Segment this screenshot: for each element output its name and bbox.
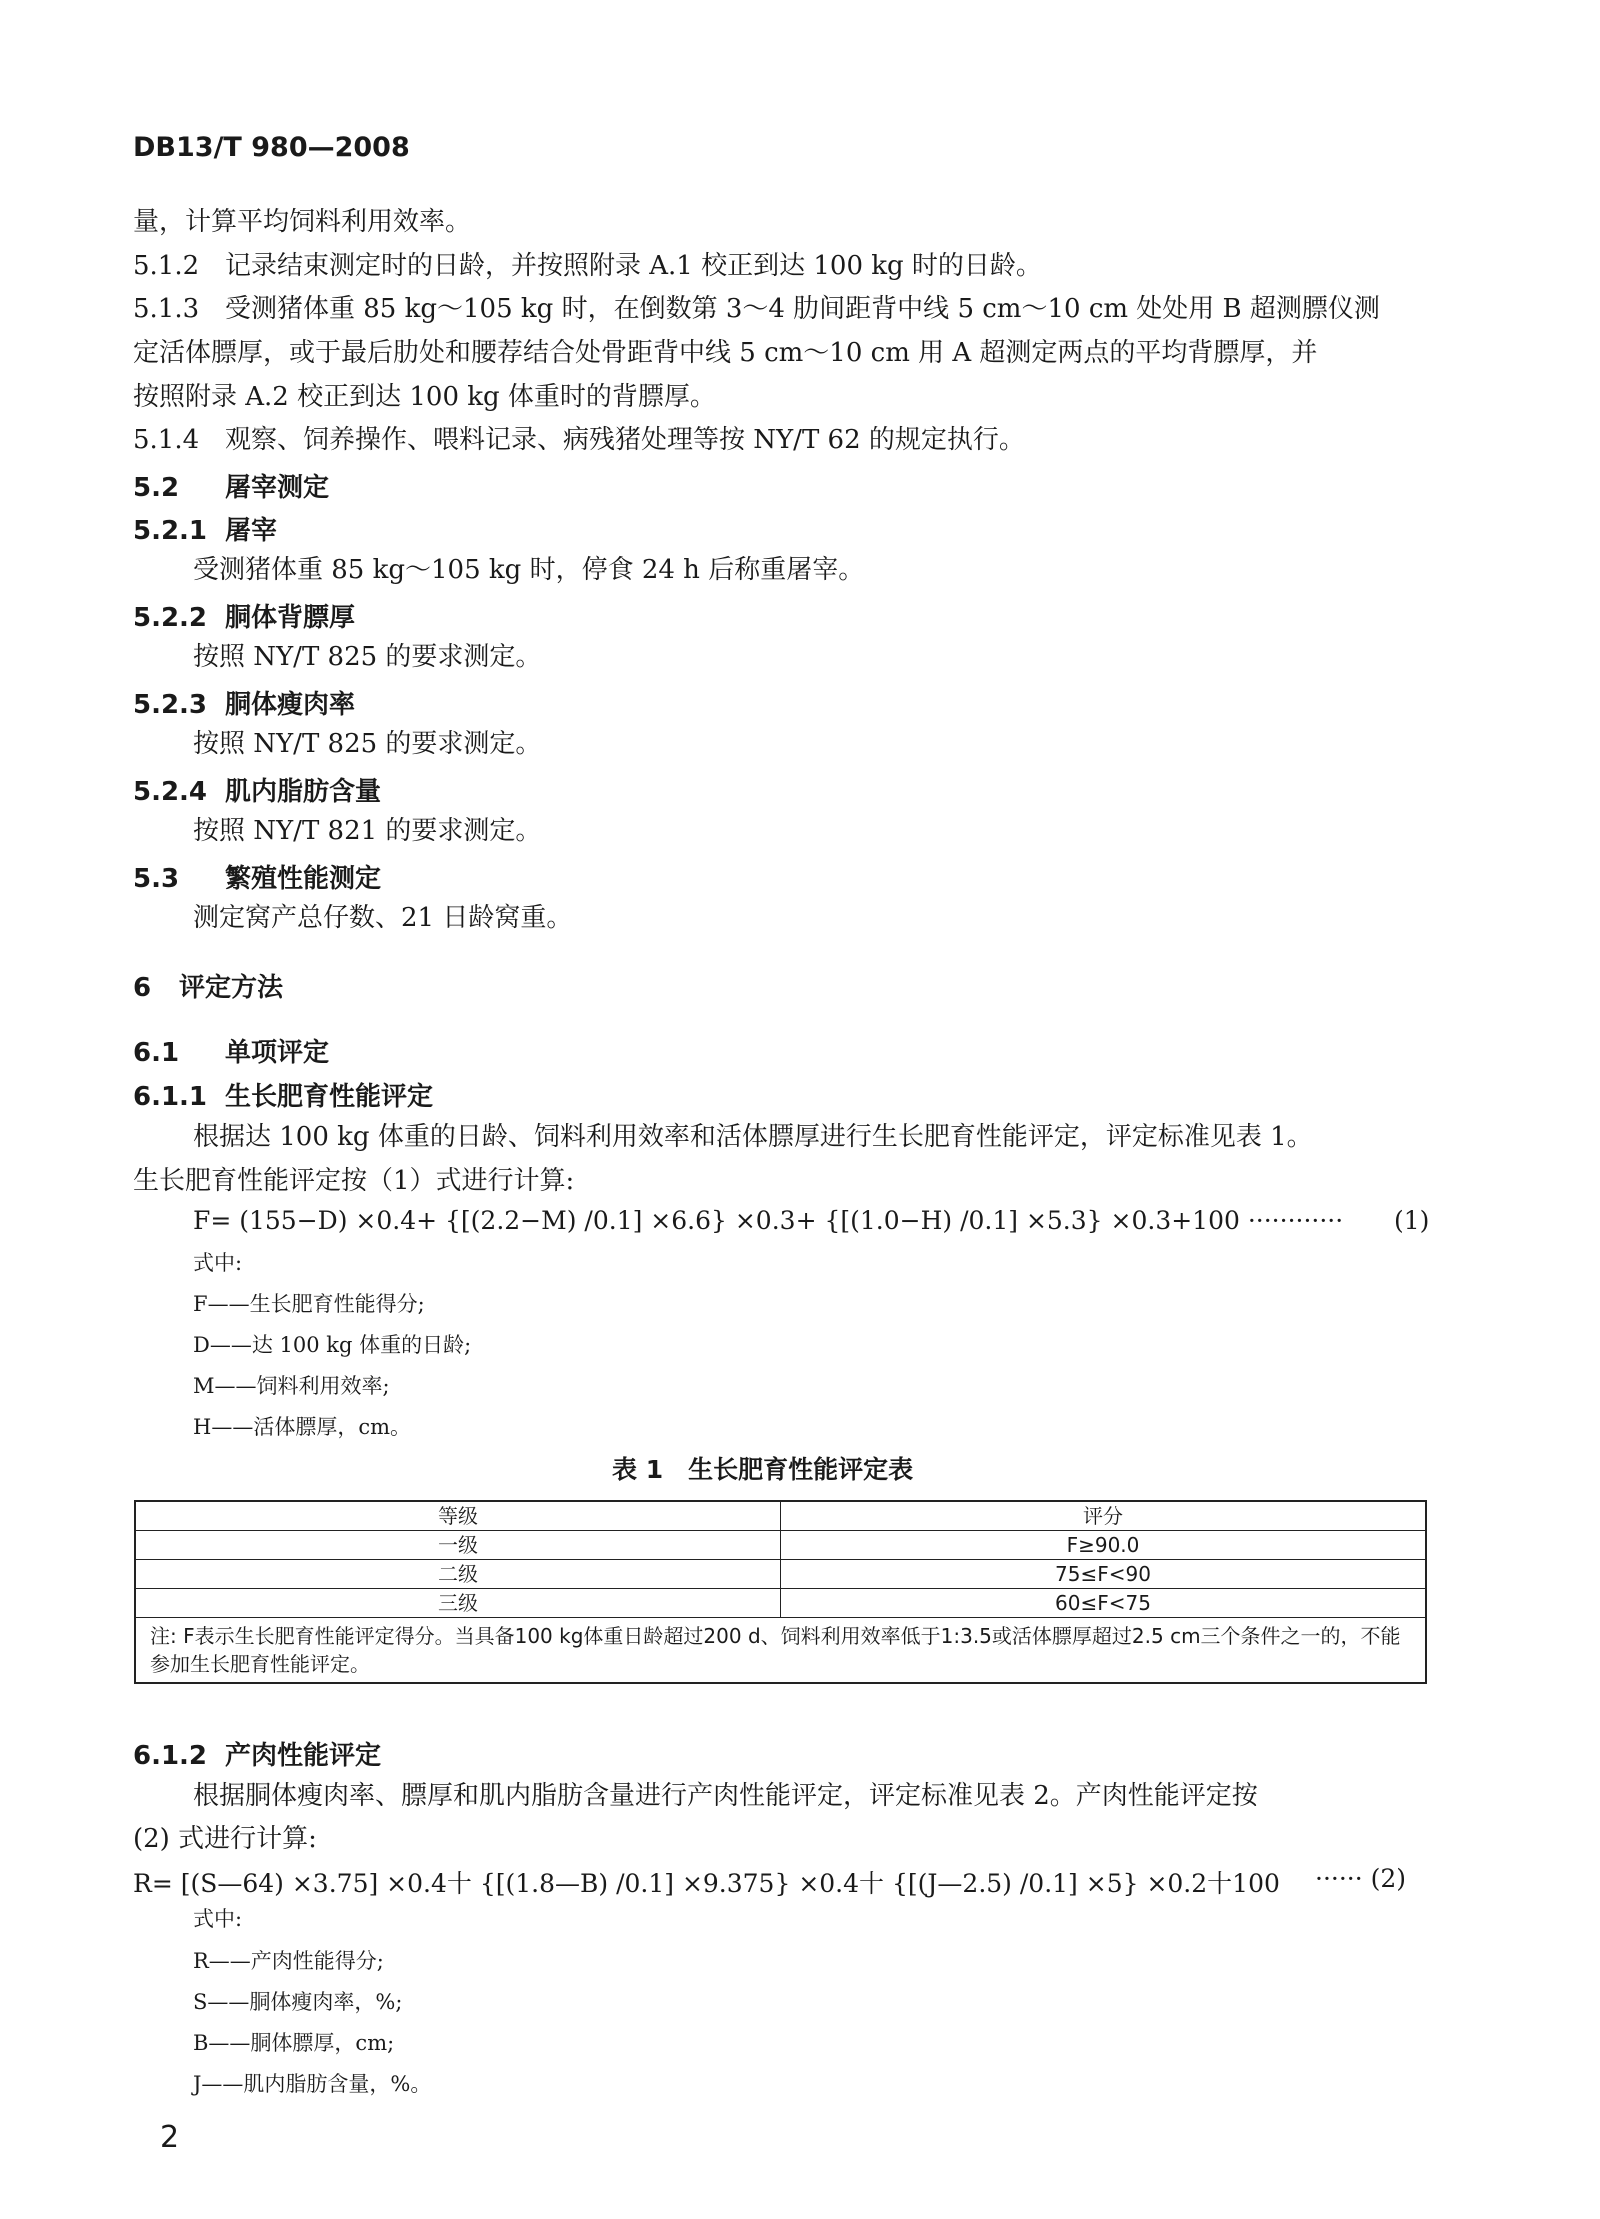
paragraph-line: 根据胴体瘦肉率、膘厚和肌内脂肪含量进行产肉性能评定，评定标准见表 2。产肉性能评定按 (193, 1781, 1258, 1811)
formula-1: F= (155−D) ×0.4+ {[(2.2−M) /0.1] ×6.6} ×0.3+ {[(1.0−H) /0.1] ×5.3} ×0.3+100 ············ (193, 1206, 1344, 1235)
table-cell: 二级 (135, 1560, 781, 1589)
section-title: 胴体背膘厚 (225, 603, 356, 633)
table-1 (134, 1500, 1427, 1684)
paragraph-line: 按照 NY/T 825 的要求测定。 (193, 729, 542, 759)
variable-definition: D——达 100 kg 体重的日龄; (193, 1333, 472, 1357)
table-header-cell: 评分 (781, 1501, 1427, 1531)
table-cell: 一级 (135, 1531, 781, 1560)
section-number: 6 (133, 973, 152, 1003)
section-title: 单项评定 (225, 1038, 330, 1068)
table-cell: 75≤F<90 (781, 1560, 1427, 1589)
clause-number: 5.1.4 (133, 425, 200, 455)
clause-5-1-4 (133, 423, 1025, 457)
table-header-cell: 等级 (135, 1501, 781, 1531)
formula-1-number: (1) (1394, 1206, 1430, 1235)
section-6-1-2-heading (133, 1735, 381, 1772)
section-5-2-heading (133, 467, 329, 504)
clause-number: 5.1.3 (133, 294, 200, 324)
table-row (135, 1589, 1426, 1618)
formula-2: R= [(S—64) ×3.75] ×0.4十 {[(1.8—B) /0.1] ×9.375} ×0.4十 {[(J—2.5) /0.1] ×5} ×0.2十100 (133, 1869, 1280, 1898)
variable-definition: S——胴体瘦肉率，%; (193, 1990, 403, 2014)
section-5-2-3-heading (133, 684, 355, 721)
section-number: 5.2 (133, 473, 180, 503)
section-5-2-1-heading (133, 510, 277, 547)
clause-5-1-3 (133, 292, 1380, 326)
section-6-1-1-heading (133, 1076, 433, 1113)
formula-2-number: ······ (2) (1315, 1864, 1407, 1893)
variable-definition: J——肌内脂肪含量，%。 (193, 2072, 432, 2096)
section-title: 产肉性能评定 (225, 1741, 382, 1771)
section-title: 屠宰 (225, 516, 278, 546)
clause-text: 观察、饲养操作、喂料记录、病残猪处理等按 NY/T 62 的规定执行。 (225, 425, 1025, 455)
section-title: 胴体瘦肉率 (225, 690, 356, 720)
page-number: 2 (160, 2120, 180, 2155)
section-title: 肌内脂肪含量 (225, 777, 382, 807)
table-1-caption: 表 1 生长肥育性能评定表 (612, 1455, 914, 1484)
clause-text-continued: 定活体膘厚，或于最后肋处和腰荐结合处骨距背中线 5 cm～10 cm 用 A 超测定两点的平均背膘厚，并 (133, 338, 1318, 368)
section-number: 6.1 (133, 1038, 180, 1068)
section-number: 6.1.1 (133, 1082, 208, 1112)
section-5-2-2-heading (133, 597, 355, 634)
document-id: DB13/T 980—2008 (133, 132, 410, 163)
paragraph-line: 量，计算平均饲料利用效率。 (133, 207, 472, 237)
section-title: 屠宰测定 (225, 473, 330, 503)
table-note: 注: F表示生长肥育性能评定得分。当具备100 kg体重日龄超过200 d、饲料利用效率低于1:3.5或活体膘厚超过2.5 cm三个条件之一的，不能参加生长肥育性能评定。 (135, 1618, 1426, 1684)
where-label: 式中: (193, 1251, 243, 1275)
table-row (135, 1531, 1426, 1560)
paragraph-line: 按照 NY/T 821 的要求测定。 (193, 816, 542, 846)
section-number: 5.2.1 (133, 516, 208, 546)
variable-definition: H——活体膘厚，cm。 (193, 1415, 411, 1439)
section-number: 5.2.2 (133, 603, 208, 633)
section-title: 评定方法 (179, 973, 284, 1003)
clause-text-continued: 按照附录 A.2 校正到达 100 kg 体重时的背膘厚。 (133, 382, 716, 412)
paragraph-line: 生长肥育性能评定按（1）式进行计算: (133, 1166, 575, 1196)
paragraph-line: 按照 NY/T 825 的要求测定。 (193, 642, 542, 672)
where-label: 式中: (193, 1907, 243, 1931)
table-row (135, 1560, 1426, 1589)
table-cell: 60≤F<75 (781, 1589, 1427, 1618)
table-cell: F≥90.0 (781, 1531, 1427, 1560)
table-note-row (135, 1618, 1426, 1684)
paragraph-line: 受测猪体重 85 kg～105 kg 时，停食 24 h 后称重屠宰。 (193, 555, 865, 585)
paragraph-line: 根据达 100 kg 体重的日龄、饲料利用效率和活体膘厚进行生长肥育性能评定，评定标准见表 1。 (193, 1122, 1313, 1152)
paragraph-line: (2) 式进行计算: (133, 1824, 317, 1854)
clause-text: 记录结束测定时的日龄，并按照附录 A.1 校正到达 100 kg 时的日龄。 (225, 251, 1042, 281)
section-6-1-heading (133, 1032, 329, 1069)
section-number: 6.1.2 (133, 1741, 208, 1771)
variable-definition: R——产肉性能得分; (193, 1949, 384, 1973)
section-5-2-4-heading (133, 771, 381, 808)
variable-definition: B——胴体膘厚，cm; (193, 2031, 395, 2055)
section-title: 生长肥育性能评定 (225, 1082, 434, 1112)
variable-definition: F——生长肥育性能得分; (193, 1292, 425, 1316)
table-header-row (135, 1501, 1426, 1531)
table-cell: 三级 (135, 1589, 781, 1618)
clause-5-1-2 (133, 249, 1042, 283)
clause-number: 5.1.2 (133, 251, 200, 281)
section-number: 5.2.4 (133, 777, 208, 807)
section-number: 5.2.3 (133, 690, 208, 720)
section-number: 5.3 (133, 864, 180, 894)
paragraph-line: 测定窝产总仔数、21 日龄窝重。 (193, 903, 573, 933)
variable-definition: M——饲料利用效率; (193, 1374, 390, 1398)
section-title: 繁殖性能测定 (225, 864, 382, 894)
section-5-3-heading (133, 858, 381, 895)
clause-text: 受测猪体重 85 kg～105 kg 时，在倒数第 3～4 肋间距背中线 5 cm～10 cm 处处用 B 超测膘仪测 (225, 294, 1380, 324)
section-6-heading (133, 967, 283, 1004)
